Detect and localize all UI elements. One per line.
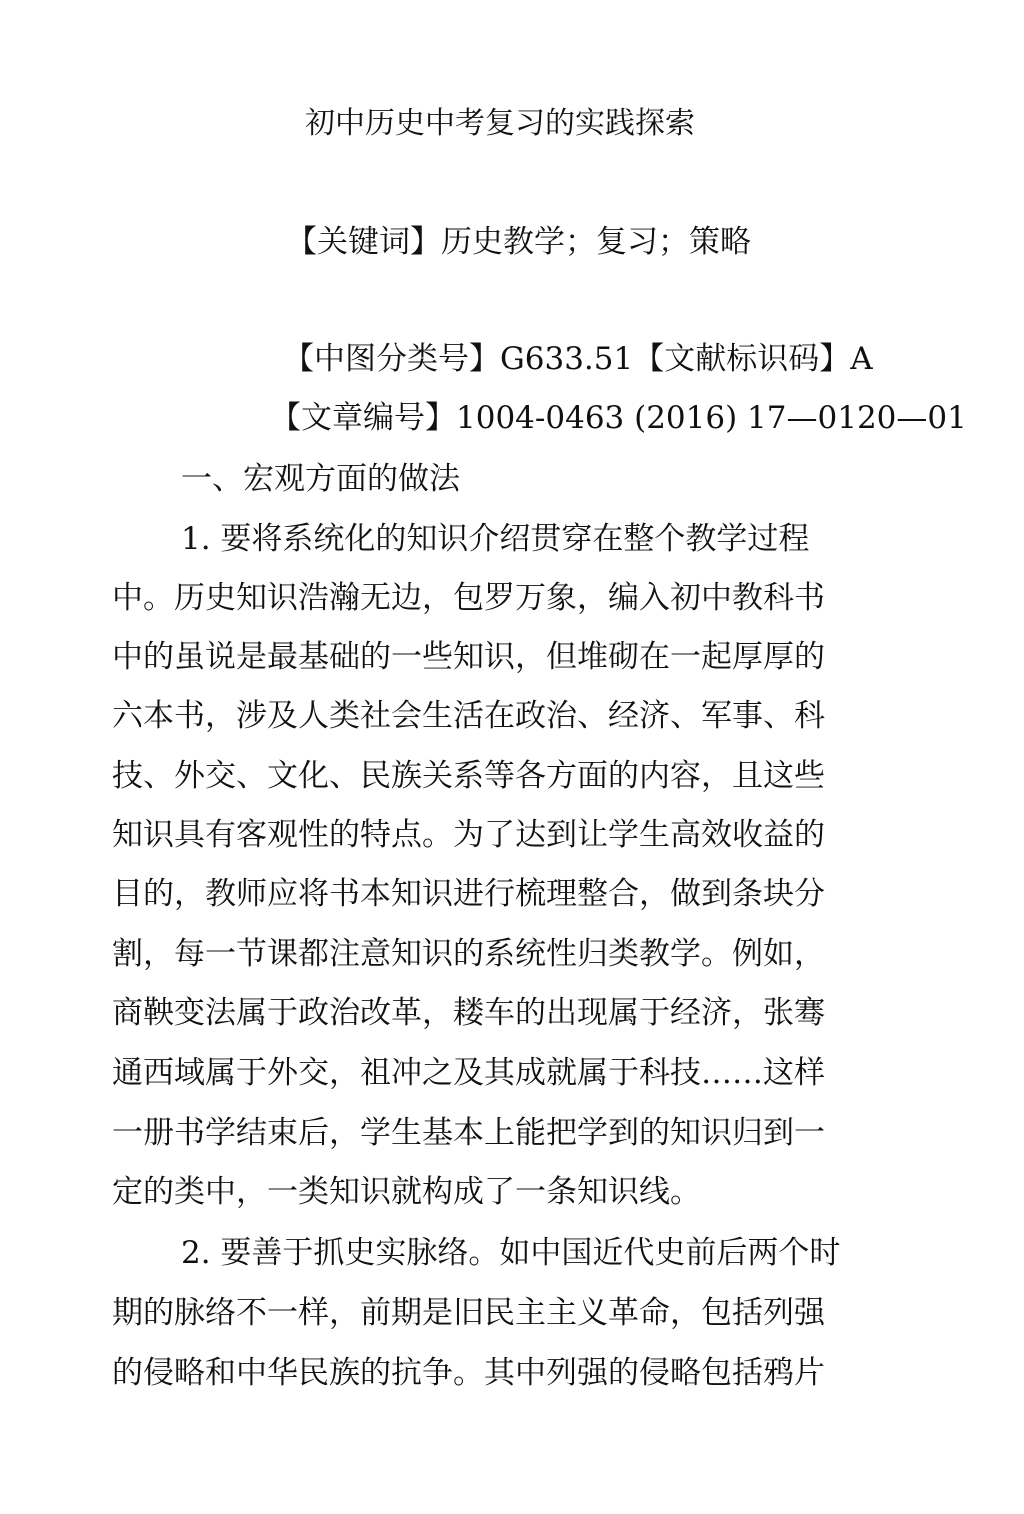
paragraph-line: 技、外交、文化、民族关系等各方面的内容，且这些 <box>112 758 825 794</box>
paragraph-line: 目的，教师应将书本知识进行梳理整合，做到条块分 <box>112 876 825 912</box>
paragraph-line: 期的脉络不一样，前期是旧民主主义革命，包括列强 <box>112 1295 825 1331</box>
classification-line: 【中图分类号】G633.51【文献标识码】A <box>283 341 873 377</box>
paragraph-line: 商鞅变法属于政治改革，耧车的出现属于经济，张骞 <box>112 995 825 1031</box>
paragraph-line: 一册书学结束后，学生基本上能把学到的知识归到一 <box>112 1115 825 1151</box>
paragraph-line: 定的类中，一类知识就构成了一条知识线。 <box>112 1174 701 1210</box>
paragraph-line: 的侵略和中华民族的抗争。其中列强的侵略包括鸦片 <box>112 1355 825 1391</box>
paragraph-line: 2. 要善于抓史实脉络。如中国近代史前后两个时 <box>181 1235 841 1271</box>
document-title: 初中历史中考复习的实践探索 <box>305 106 695 141</box>
paragraph-line: 1. 要将系统化的知识介绍贯穿在整个教学过程 <box>181 521 810 557</box>
paragraph-line: 知识具有客观性的特点。为了达到让学生高效收益的 <box>112 817 825 853</box>
section-heading: 一、宏观方面的做法 <box>181 461 460 497</box>
paragraph-line: 中的虽说是最基础的一些知识，但堆砌在一起厚厚的 <box>112 639 825 675</box>
article-number-line: 【文章编号】1004-0463 (2016) 17—0120—01 <box>270 400 967 436</box>
paragraph-line: 中。历史知识浩瀚无边，包罗万象，编入初中教科书 <box>112 580 825 616</box>
keywords-line: 【关键词】历史教学；复习；策略 <box>286 224 751 260</box>
paragraph-line: 六本书，涉及人类社会生活在政治、经济、军事、科 <box>112 698 825 734</box>
paragraph-line: 通西域属于外交，祖冲之及其成就属于科技……这样 <box>112 1055 825 1091</box>
paragraph-line: 割，每一节课都注意知识的系统性归类教学。例如， <box>112 936 825 972</box>
